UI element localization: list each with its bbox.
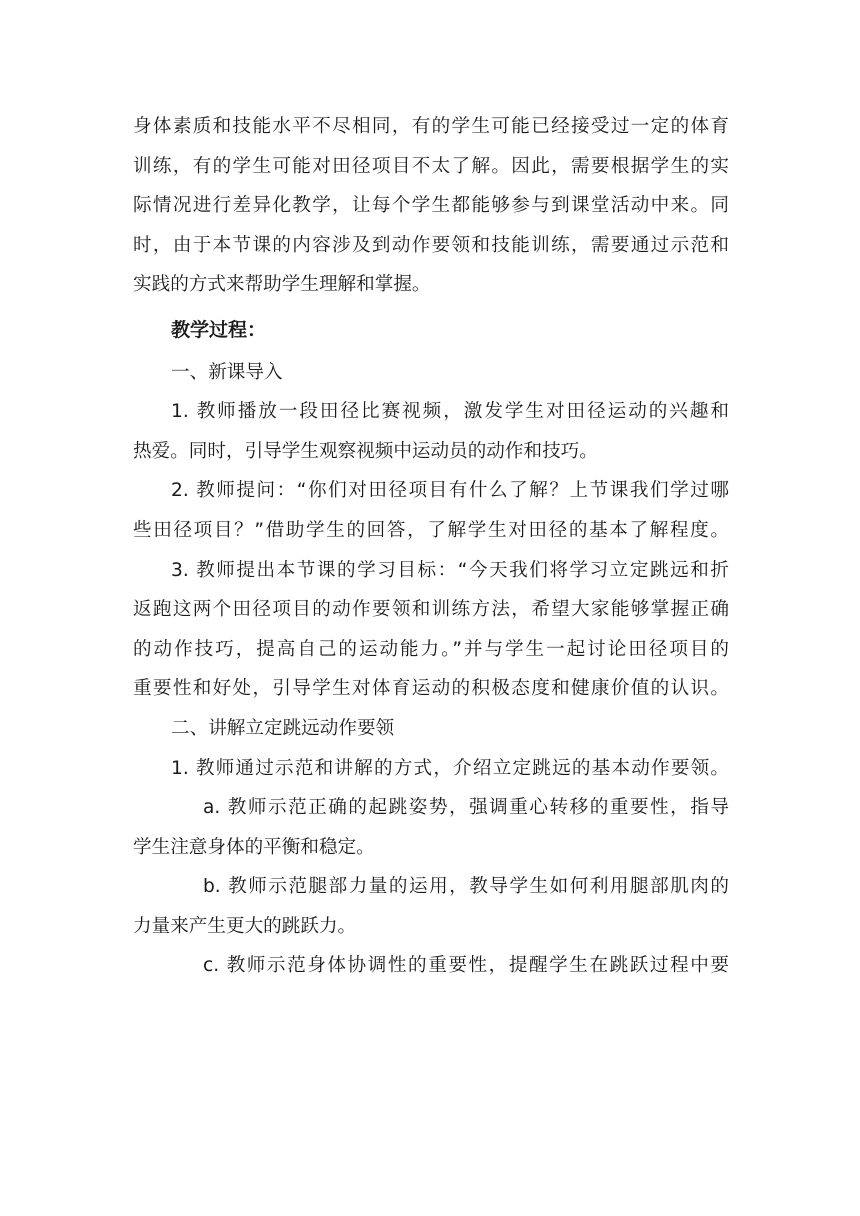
text-line: b. 教师示范腿部力量的运用，教导学生如何利用腿部肌肉的 (203, 876, 729, 898)
text-line: 3. 教师提出本节课的学习目标：“今天我们将学习立定跳远和折 (171, 559, 729, 581)
section-title: 一、新课导入 (171, 361, 283, 383)
sub-item-c (133, 946, 729, 986)
text-line: 身体素质和技能水平不尽相同，有的学生可能已经接受过一定的体育 (133, 116, 729, 137)
text-line: c. 教师示范身体协调性的重要性，提醒学生在跳跃过程中要 (203, 955, 729, 977)
text-line: 热爱。同时，引导学生观察视频中运动员的动作和技巧。 (133, 440, 598, 462)
text-line: 力量来产生更大的跳跃力。 (133, 915, 357, 937)
intro-paragraph (133, 107, 729, 305)
section-title: 二、讲解立定跳远动作要领 (171, 717, 395, 739)
list-item (133, 551, 729, 709)
text-line: 时，由于本节课的内容涉及到动作要领和技能训练，需要通过示范和 (133, 234, 729, 256)
text-line: 1. 教师播放一段田径比赛视频，激发学生对田径运动的兴趣和 (171, 401, 729, 423)
text-line: 些田径项目？”借助学生的回答，了解学生对田径的基本了解程度。 (133, 519, 729, 541)
document-body (133, 107, 729, 986)
section-heading: 教学过程： (171, 318, 267, 341)
list-item: 1. 教师通过示范和讲解的方式，介绍立定跳远的基本动作要领。 (171, 757, 729, 779)
text-line: 重要性和好处，引导学生对体育运动的积极态度和健康价值的认识。 (133, 678, 729, 700)
text-line: 实践的方式来帮助学生理解和掌握。 (133, 274, 431, 296)
text-line: 际情况进行差异化教学，让每个学生都能够参与到课堂活动中来。同 (133, 195, 729, 217)
list-item (133, 471, 729, 550)
text-line: 的动作技巧，提高自己的运动能力。”并与学生一起讨论田径项目的 (133, 638, 729, 660)
text-line: 学生注意身体的平衡和稳定。 (133, 836, 375, 858)
sub-item-b (133, 867, 729, 946)
sub-item-a (133, 788, 729, 867)
list-item (133, 392, 729, 471)
text-line: a. 教师示范正确的起跳姿势，强调重心转移的重要性，指导 (203, 797, 729, 819)
text-line: 2. 教师提问：“你们对田径项目有什么了解？上节课我们学过哪 (171, 480, 729, 502)
text-line: 返跑这两个田径项目的动作要领和训练方法，希望大家能够掌握正确 (133, 599, 729, 621)
text-line: 训练，有的学生可能对田径项目不太了解。因此，需要根据学生的实 (133, 155, 729, 177)
